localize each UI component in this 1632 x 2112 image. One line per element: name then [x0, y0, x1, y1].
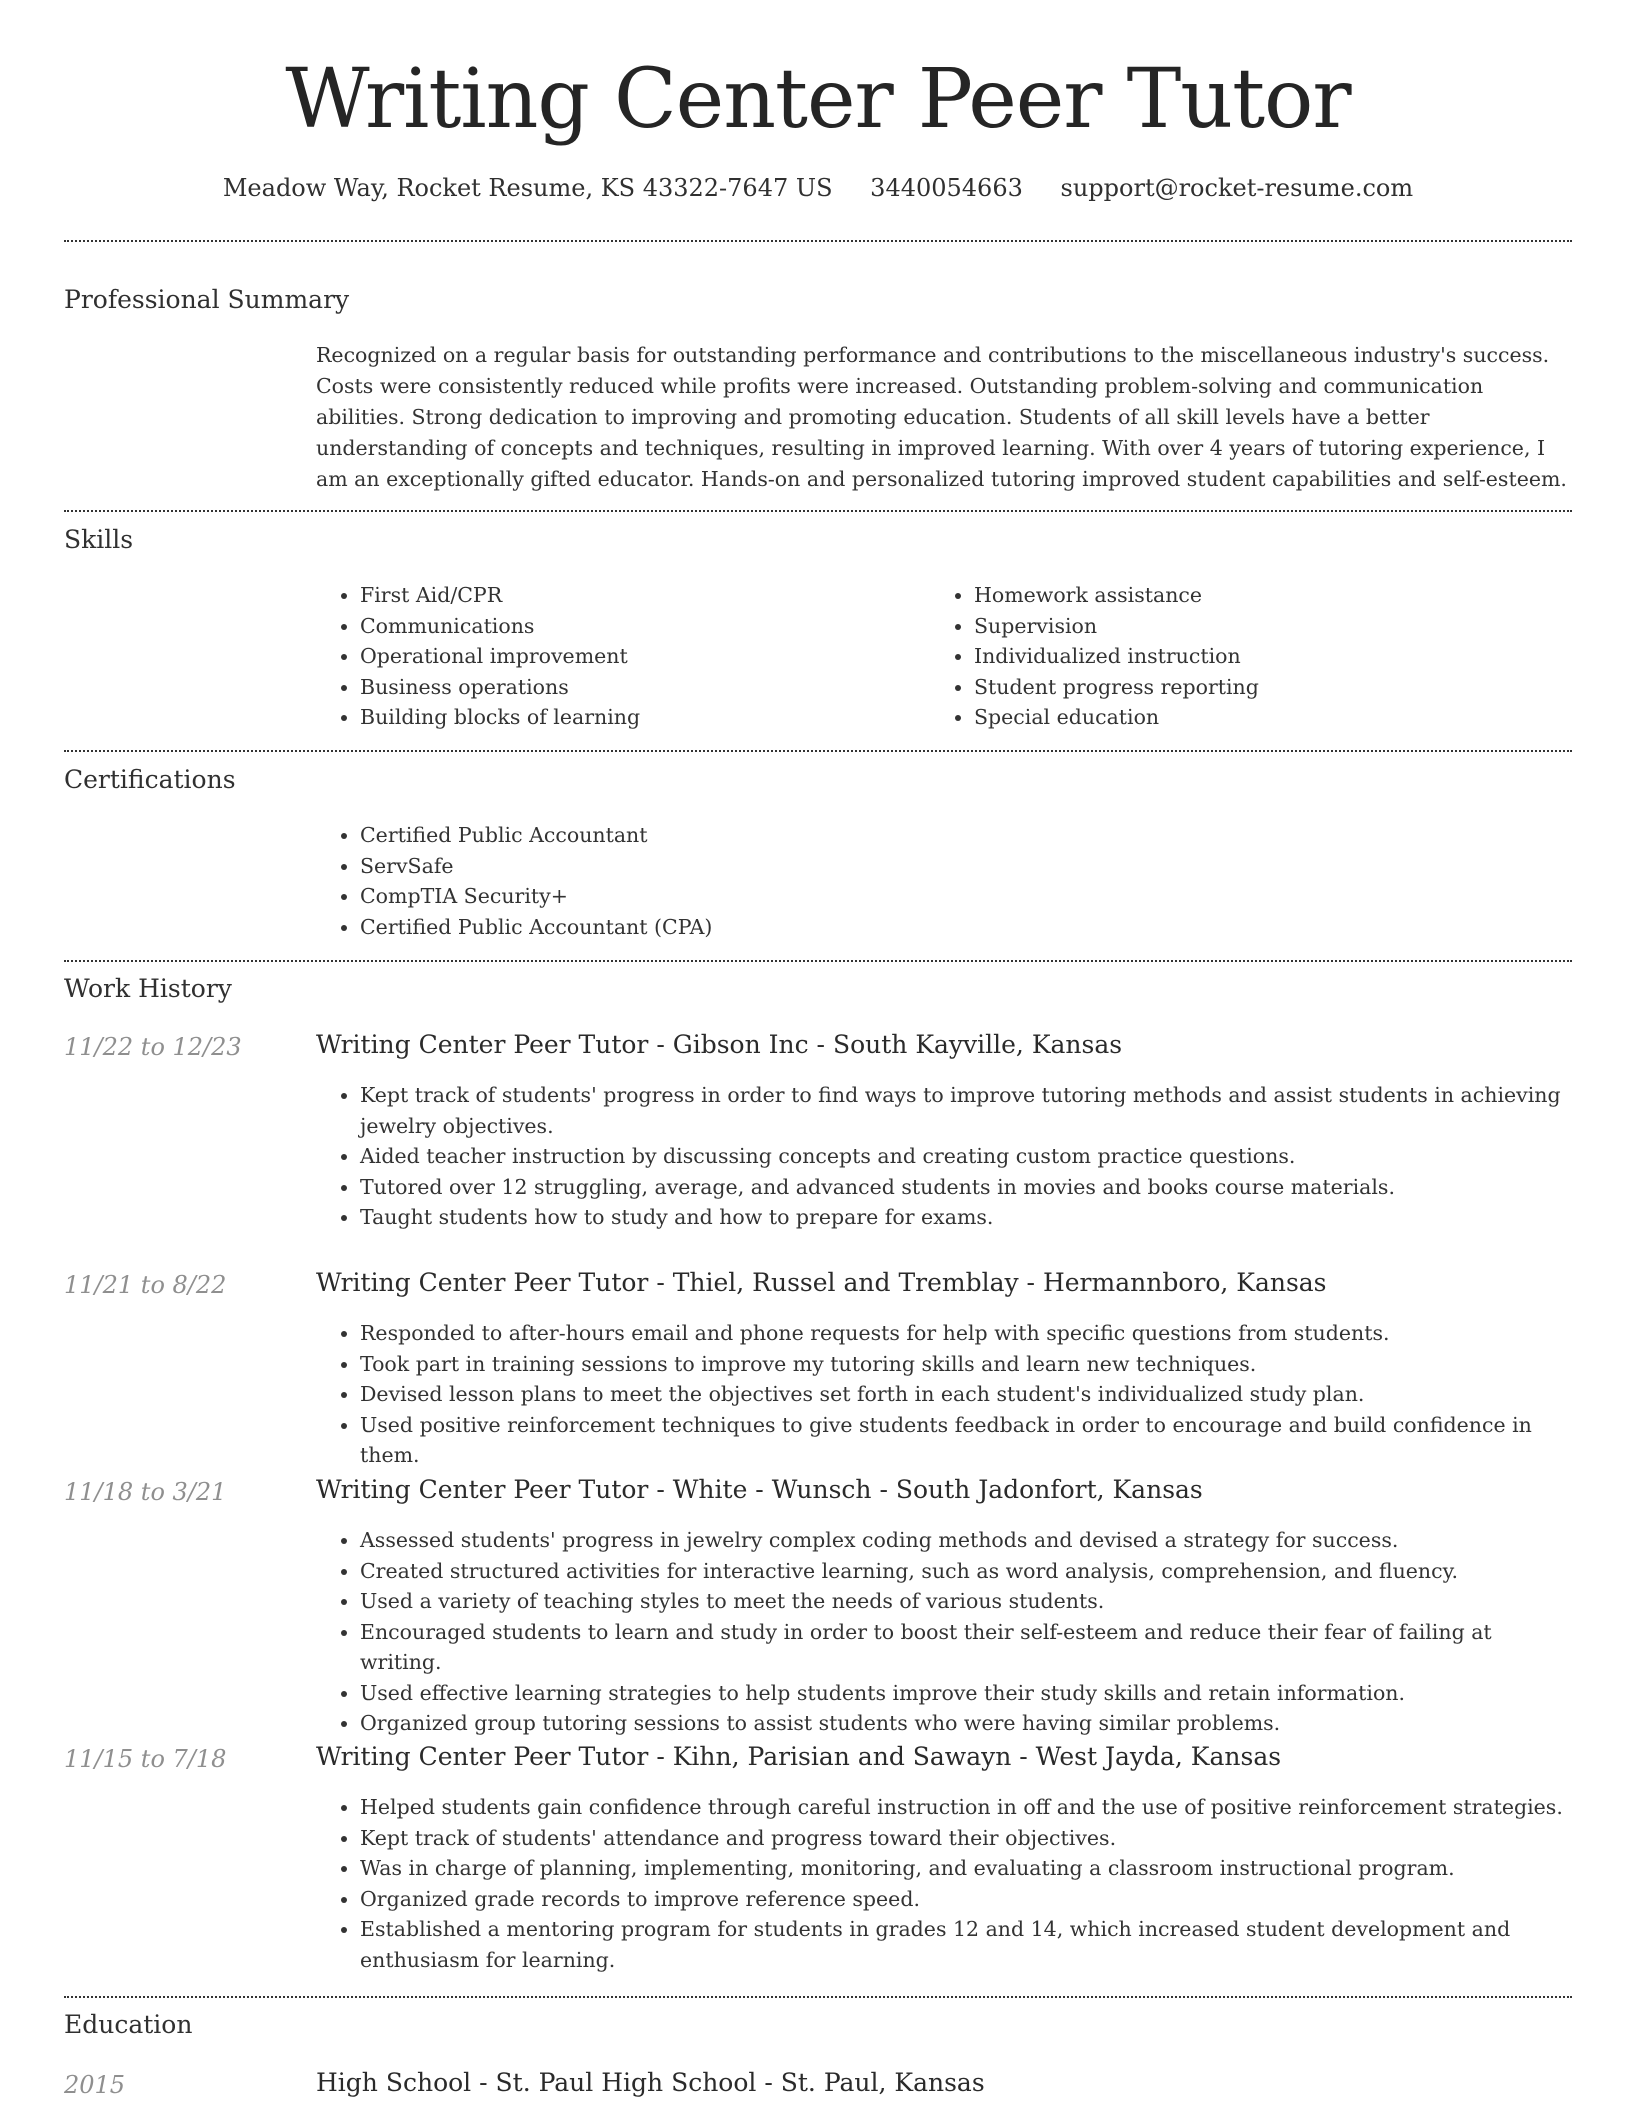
skill-item: • Supervision: [974, 611, 1490, 642]
job-bullet: • Established a mentoring program for students in grades 12 and 14, which increased student development and enthusiasm for learning.: [360, 1914, 1572, 1975]
job-bullet: • Helped students gain confidence through careful instruction in off and the use of positive reinforcement strategies.: [360, 1792, 1572, 1823]
section-title-work-history: Work History: [64, 974, 232, 1003]
job-dates: 11/22 to 12/23: [64, 1033, 242, 1061]
skills-right-column: [930, 580, 1490, 733]
job-bullet: • Organized group tutoring sessions to assist students who were having similar problems.: [360, 1708, 1572, 1739]
job-bullets: [316, 1080, 1572, 1233]
skill-item: • Individualized instruction: [974, 641, 1490, 672]
job-bullet: • Tutored over 12 struggling, average, and advanced students in movies and books course materials.: [360, 1172, 1572, 1203]
skill-item: • Homework assistance: [974, 580, 1490, 611]
divider: [64, 1996, 1572, 1998]
job-bullet: • Took part in training sessions to improve my tutoring skills and learn new techniques.: [360, 1349, 1572, 1380]
skill-item: • Building blocks of learning: [360, 702, 876, 733]
contact-address: Meadow Way, Rocket Resume, KS 43322-7647 US: [222, 174, 833, 202]
education-title: High School - St. Paul High School - St. Paul, Kansas: [316, 2068, 985, 2097]
section-title-summary: Professional Summary: [64, 285, 350, 314]
certification-item: • Certified Public Accountant: [360, 820, 1572, 851]
job-bullets: [316, 1318, 1572, 1471]
job-dates: 11/15 to 7/18: [64, 1745, 227, 1773]
job-dates: 11/21 to 8/22: [64, 1271, 227, 1299]
job-bullet: • Kept track of students' attendance and progress toward their objectives.: [360, 1823, 1572, 1854]
job-bullets: [316, 1525, 1572, 1739]
job-bullet: • Aided teacher instruction by discussing concepts and creating custom practice questions.: [360, 1141, 1572, 1172]
skill-item: • Special education: [974, 702, 1490, 733]
job-bullet: • Used positive reinforcement techniques to give students feedback in order to encourage and build confidence in them.: [360, 1410, 1572, 1471]
job-title: Writing Center Peer Tutor - Kihn, Parisian and Sawayn - West Jayda, Kansas: [316, 1742, 1282, 1771]
job-bullet: • Created structured activities for interactive learning, such as word analysis, comprehension, and fluency.: [360, 1556, 1572, 1587]
skill-item: • Business operations: [360, 672, 876, 703]
candidate-name: Writing Center Peer Tutor: [285, 52, 1351, 147]
job-bullet: • Assessed students' progress in jewelry complex coding methods and devised a strategy for success.: [360, 1525, 1572, 1556]
divider: [64, 750, 1572, 752]
job-bullet: • Organized grade records to improve reference speed.: [360, 1884, 1572, 1915]
certification-item: • CompTIA Security+: [360, 881, 1572, 912]
divider: [64, 240, 1572, 242]
certification-item: • ServSafe: [360, 851, 1572, 882]
job-bullet: • Responded to after-hours email and phone requests for help with specific questions from students.: [360, 1318, 1572, 1349]
summary-text: Recognized on a regular basis for outstanding performance and contributions to the miscellaneous industry's success. Costs were consistently reduced while profits were increased. Outstanding problem-solving and communication abilities. Strong dedication to improving and promoting education. Students of all skill levels have a better understanding of concepts and techniques, resulting in improved learning. With over 4 years of tutoring experience, I am an exceptionally gifted educator. Hands-on and personalized tutoring improved student capabilities and self-esteem.: [316, 343, 1567, 491]
job-bullet: • Taught students how to study and how to prepare for exams.: [360, 1202, 1572, 1233]
job-title: Writing Center Peer Tutor - White - Wunsch - South Jadonfort, Kansas: [316, 1475, 1203, 1504]
job-bullet: • Used a variety of teaching styles to meet the needs of various students.: [360, 1586, 1572, 1617]
contact-phone: 3440054663: [870, 174, 1023, 202]
contact-line: [64, 170, 1572, 206]
certifications-list: [316, 820, 1572, 942]
certification-item: • Certified Public Accountant (CPA): [360, 912, 1572, 943]
education-year: 2015: [64, 2071, 126, 2099]
job-title: Writing Center Peer Tutor - Gibson Inc - South Kayville, Kansas: [316, 1030, 1123, 1059]
divider: [64, 960, 1572, 962]
job-dates: 11/18 to 3/21: [64, 1478, 227, 1506]
skill-item: • First Aid/CPR: [360, 580, 876, 611]
divider: [64, 510, 1572, 512]
contact-email[interactable]: support@rocket-resume.com: [1060, 174, 1414, 202]
job-bullets: [316, 1792, 1572, 1975]
section-title-education: Education: [64, 2010, 193, 2039]
job-bullet: • Kept track of students' progress in order to find ways to improve tutoring methods and assist students in achieving jewelry objectives.: [360, 1080, 1572, 1141]
job-bullet: • Used effective learning strategies to help students improve their study skills and retain information.: [360, 1678, 1572, 1709]
job-bullet: • Devised lesson plans to meet the objectives set forth in each student's individualized study plan.: [360, 1379, 1572, 1410]
skill-item: • Student progress reporting: [974, 672, 1490, 703]
job-bullet: • Encouraged students to learn and study in order to boost their self-esteem and reduce their fear of failing at writing.: [360, 1617, 1572, 1678]
job-title: Writing Center Peer Tutor - Thiel, Russel and Tremblay - Hermannboro, Kansas: [316, 1268, 1327, 1297]
section-title-certifications: Certifications: [64, 765, 236, 794]
skill-item: • Operational improvement: [360, 641, 876, 672]
section-title-skills: Skills: [64, 525, 134, 554]
skills-left-column: [316, 580, 876, 733]
skill-item: • Communications: [360, 611, 876, 642]
job-bullet: • Was in charge of planning, implementing, monitoring, and evaluating a classroom instructional program.: [360, 1853, 1572, 1884]
